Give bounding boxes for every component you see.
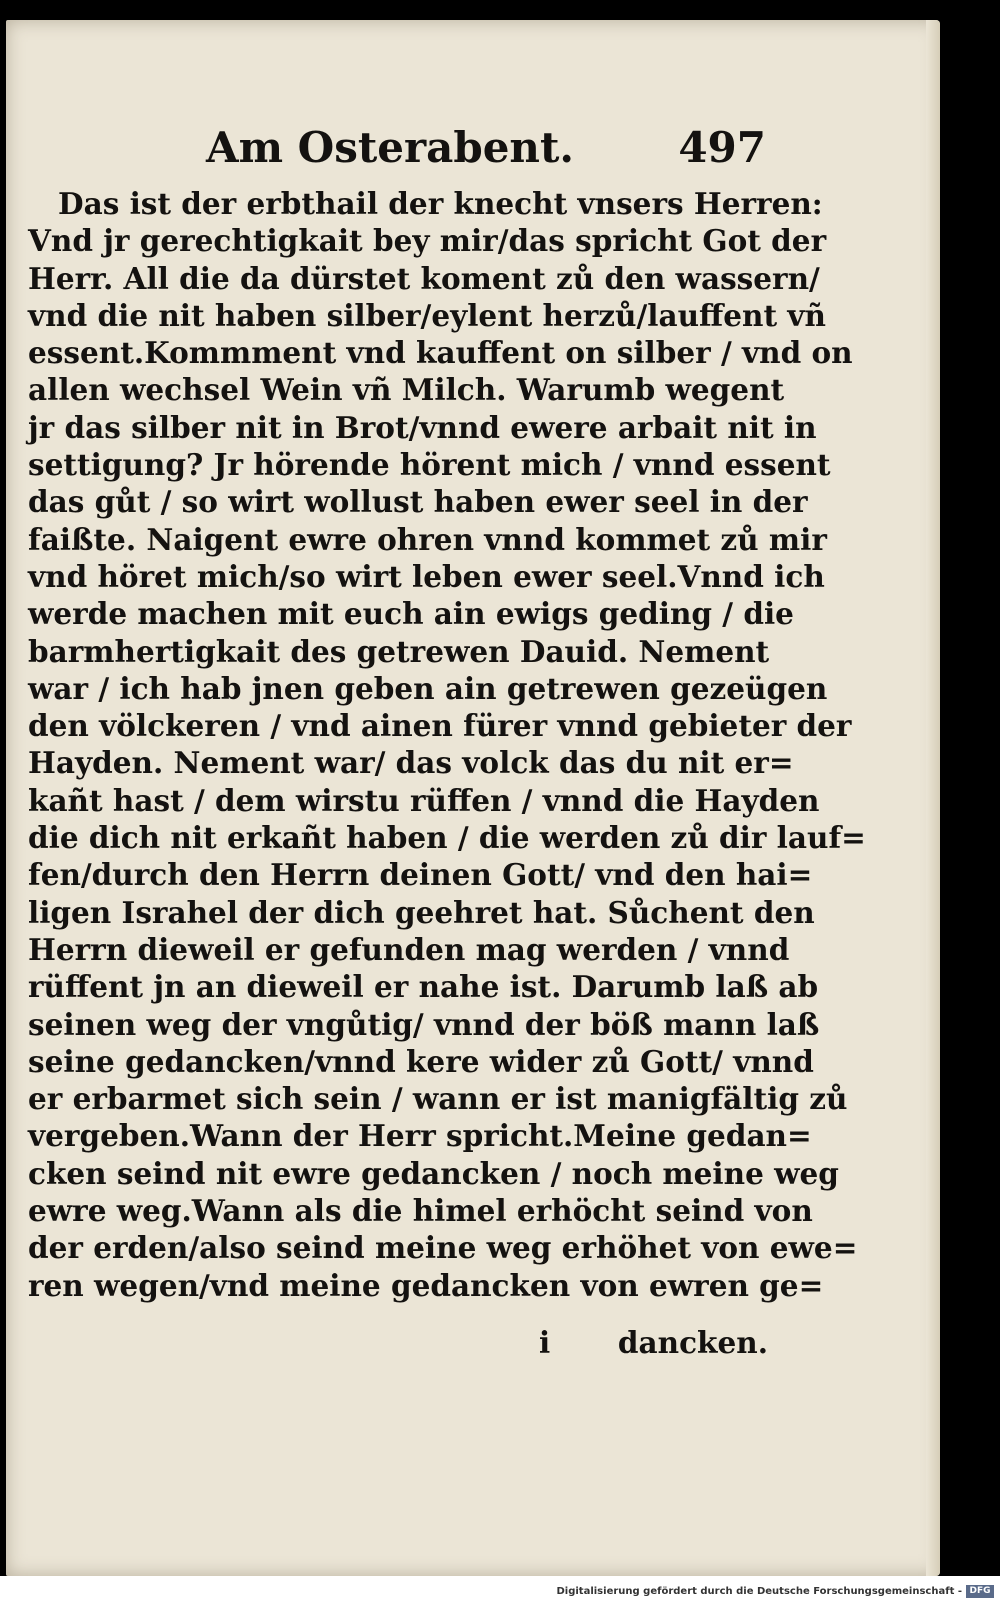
dfg-logo-icon: DFG <box>966 1585 994 1598</box>
text-line: settigung? Jr hörende hörent mich / vnnd essent <box>28 447 831 483</box>
text-line: faißte. Naigent ewre ohren vnnd kommet zů mir <box>28 521 827 557</box>
text-line: cken seind nit ewre gedancken / noch meine weg <box>28 1155 839 1191</box>
page-edge-shadow <box>926 20 940 1576</box>
text-line: allen wechsel Wein vñ Milch. Warumb wegent <box>28 372 785 408</box>
text-line: der erden/also seind meine weg erhöhet von ewe= <box>28 1230 858 1266</box>
text-line: ligen Israhel der dich geehret hat. Sůchent den <box>28 894 815 930</box>
text-line: seinen weg der vngůtig/ vnnd der böß mann laß <box>28 1006 820 1042</box>
text-line: Vnd jr gerechtigkait bey mir/das spricht Got der <box>28 223 827 259</box>
text-line: vnd höret mich/so wirt leben ewer seel.Vnnd ich <box>28 558 825 594</box>
text-line: Hayden. Nement war/ das volck das du nit er= <box>28 745 794 781</box>
text-line: das gůt / so wirt wollust haben ewer seel in der <box>28 484 808 520</box>
text-line: vnd die nit haben silber/eylent herzů/lauffent vñ <box>28 297 826 333</box>
body-text <box>28 185 866 1304</box>
text-line: seine gedancken/vnnd kere wider zů Gott/ vnnd <box>28 1043 814 1079</box>
text-line: jr das silber nit in Brot/vnnd ewere arbait nit in <box>28 409 817 445</box>
signature-mark: i <box>539 1325 551 1360</box>
catchword: dancken. <box>617 1325 768 1360</box>
text-line: rüffent jn an dieweil er nahe ist. Darumb laß ab <box>28 969 819 1005</box>
digitization-credit-bar <box>0 1576 1000 1611</box>
text-line: Herrn dieweil er gefunden mag werden / vnnd <box>28 931 790 967</box>
text-line: ewre weg.Wann als die himel erhöcht seind von <box>28 1193 813 1229</box>
text-line: essent.Kommment vnd kauffent on silber / vnd on <box>28 335 853 371</box>
text-line: vergeben.Wann der Herr spricht.Meine gedan= <box>28 1118 812 1154</box>
text-line: barmhertigkait des getrewen Dauid. Nement <box>28 633 770 669</box>
running-head <box>206 123 766 183</box>
book-page <box>6 20 940 1576</box>
text-line: Herr. All die da dürstet koment zů den wassern/ <box>28 260 820 296</box>
page-footer <box>28 1325 768 1365</box>
text-line: kañt hast / dem wirstu rüffen / vnnd die Hayden <box>28 782 820 818</box>
running-title: Am Osterabent. <box>206 123 574 172</box>
text-line: ren wegen/vnd meine gedancken von ewren ge= <box>28 1267 824 1303</box>
text-line: war / ich hab jnen geben ain getrewen gezeügen <box>28 670 828 706</box>
text-line: fen/durch den Herrn deinen Gott/ vnd den hai= <box>28 857 813 893</box>
text-line: werde machen mit euch ain ewigs geding / die <box>28 596 794 632</box>
text-line: Das ist der erbthail der knecht vnsers Herren: <box>58 186 823 221</box>
text-line: die dich nit erkañt haben / die werden zů dir lauf= <box>28 820 866 856</box>
page-number: 497 <box>678 123 766 172</box>
text-line: den völckeren / vnd ainen fürer vnnd gebieter der <box>28 708 852 744</box>
credit-text: Digitalisierung gefördert durch die Deutsche Forschungsgemeinschaft - <box>556 1586 962 1597</box>
text-line: er erbarmet sich sein / wann er ist manigfältig zů <box>28 1081 848 1117</box>
